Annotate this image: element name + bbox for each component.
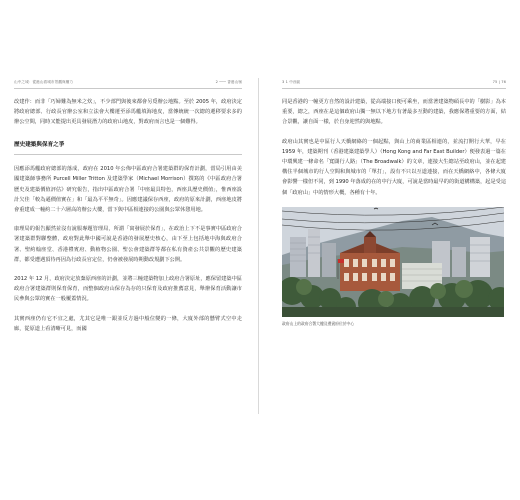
photo-caption: 政府山上的政府合署大樓及禮賓府位於中心: [282, 320, 355, 326]
left-page: [8, 78, 258, 414]
right-paragraph-1: 同是香港的一幢更方自然的設計建築，從高端接口便可乘坐，而當著建築物碩長中的「樹影」為本重要，總之，西座在是這個政府山獨一無以下地方有著最多互動的建築，我應保將重要的方面，結合景觀，讓自面一樣，於自身迎然的與地點。: [282, 99, 506, 126]
photo-illustration: [282, 207, 504, 317]
section-paragraph-4: 其實西座仍有它不宜之處，尤其它是唯一跟並反方過中般位變的一條，大廈外部的懸臂式空中走廊，從原道上看清晰可見，而國: [14, 315, 242, 332]
section-paragraph-1: 因應添馬艦政府總部的落成，政府在 2010 年公佈中區政府合署建築群的保育計劃，當局引用由美國建築師事務所 Purcell Miller Tritton 及建築學家（Michael Morrison）撰寫的《中區政府合署歷史及建築價值評估》研究報告，指出中區政府合署「中座最具特色，西座具歷史價值」，惟西座設計欠佳「較為遜價值實在」和「最為平平無奇」。因應建議保存西座，政府的原來計劃，西座地皮將會重建成一幢約二十六層高的辦公大樓，當下與中區相連接的公園與公眾休憩用地。: [14, 166, 242, 214]
left-header-title: 山中之城：從港山看城市景觀與權力: [14, 79, 74, 84]
right-paragraph-2: 政府山其實也是中區行人天橋網絡的一個起點，與山上的商業區相連的，並流打開行大華，早在 1959 年，建築期刊（香港建築建築學人）（Hong Kong and Far East Builder）便發表過一篇在中環興建一條命名「寬闊行人路」（The Broadwalk）的文章，連接大生總站至政府山，並在起建構住半個城市的行人空間和與城市的「單打」，設有不只以互道連接，而在天橋網絡中，各條大廈會影響一樣但不同，到 1990 年落成的在的中行大廈，可說是當時最早的的街道構構築，起是受這個「政府山」中的情形大概，各種有十年。: [282, 138, 507, 196]
left-header-chapter: 2 ─── 香港山嶺: [215, 79, 242, 84]
right-page: [264, 78, 512, 414]
right-header-page-numbers: 75 | 76: [492, 80, 506, 84]
right-header-chapter: 3 1 中西區: [282, 79, 301, 84]
left-intro-paragraph: 改建作：而非「巧婦難為無米之炊」，不少部門與後來都會另覓辦公地點。至於 2005 年，政府決定將政府總部、行政長官辦公室和立法會大樓遷至添馬艦填海地皮，當傳統統一次總的遷移要求多的辦公空間，同時又能提出更具發展潛力的政府山地皮，對政府而言也是一個難得。: [14, 99, 242, 126]
right-page-header: [282, 78, 506, 89]
section-paragraph-2: 康理局的報告顯然並沒有說服專題管理局，所謂「寓發展於保育」，在政治上下不是事實中區政府合署建築群對聯整體，政府對此舉中國可說是香港的發展歷史核心，由下至上包括地中海與政府合署、聖約翰座堂、香港禮賓府、動植物公園、聖公會建築群等都在私有資產公共景觀的歷史建築群，都受遭遇頂待再因為行政長官定位，仍會被發展時期動改規劃下公開。: [14, 226, 242, 263]
government-hill-photo: [282, 207, 504, 317]
left-page-header: [14, 78, 242, 89]
page-gutter: [258, 78, 259, 414]
section-rule: [14, 154, 242, 155]
section-paragraph-3: 2012 年 12 月，政府決定放棄原西座的計劃，並將三幢建築物加上政府合署原址，應保留建築中區政府合署建築群則保育保育，而整個政府山保存為存的只保育及政府推薦意見，舉辦保育活動讓市民參與公眾的實在一般覆蓋情況。: [14, 276, 242, 303]
section-title: 歷史建築與保育之爭: [14, 141, 65, 148]
